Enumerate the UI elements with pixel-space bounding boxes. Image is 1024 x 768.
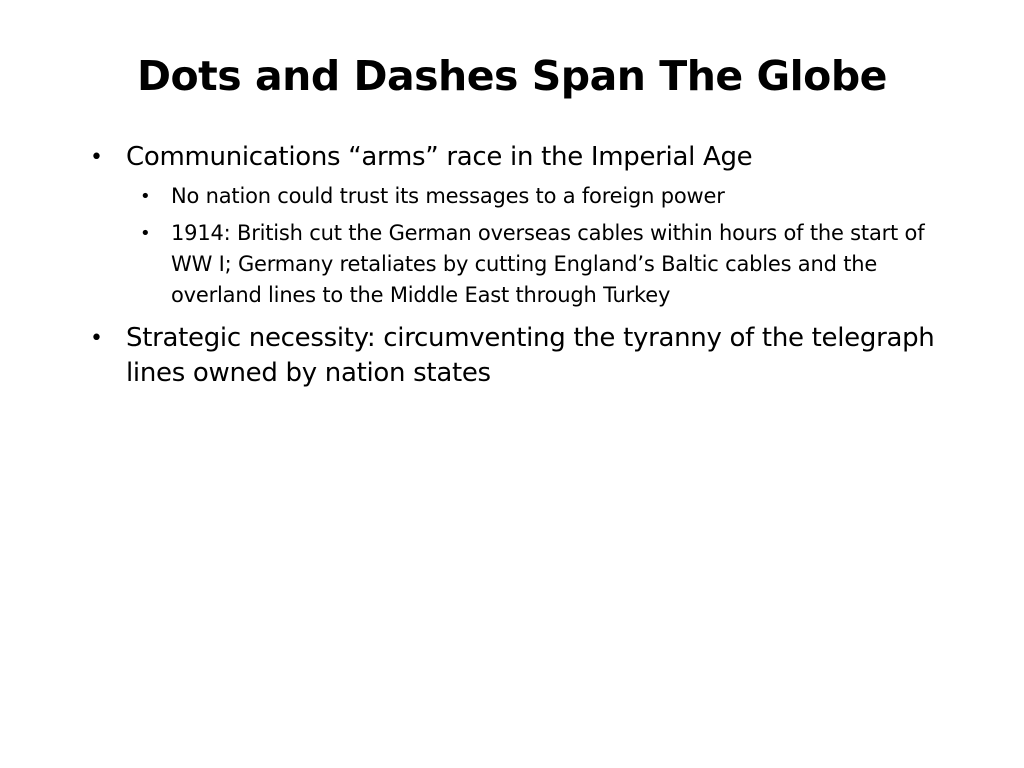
- bullet-item: [86, 321, 946, 391]
- sub-bullet-list: [126, 181, 946, 311]
- bullet-icon: •: [90, 326, 103, 351]
- bullet-text: Communications “arms” race in the Imperial Age: [126, 142, 753, 172]
- slide-title: Dots and Dashes Span The Globe: [136, 52, 887, 100]
- sub-bullet-text: No nation could trust its messages to a foreign power: [171, 184, 725, 208]
- bullet-icon: •: [90, 145, 103, 170]
- sub-bullet-icon: •: [140, 186, 151, 207]
- bullet-list: [86, 140, 946, 395]
- sub-bullet-item: [126, 218, 946, 311]
- bullet-text: Strategic necessity: circumventing the tyranny of the telegraph lines owned by nation states: [126, 323, 935, 388]
- sub-bullet-icon: •: [140, 223, 151, 244]
- bullet-item: [86, 140, 946, 311]
- sub-bullet-item: [126, 181, 946, 212]
- sub-bullet-text: 1914: British cut the German overseas cables within hours of the start of WW I; Germany retaliates by cutting England’s Baltic cables and the overland lines to the Middle East through Turkey: [171, 221, 925, 307]
